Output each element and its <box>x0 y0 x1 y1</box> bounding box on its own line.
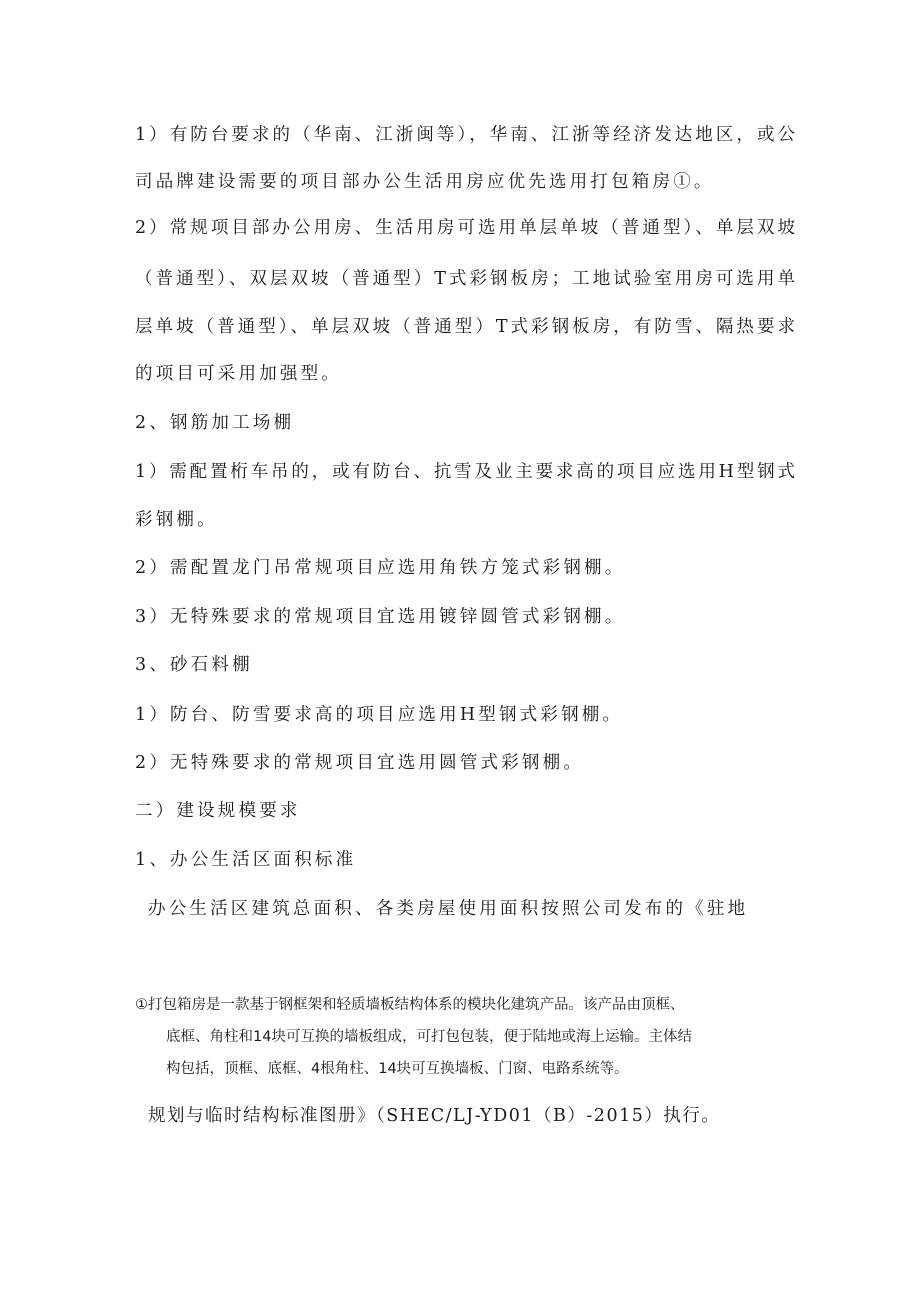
paragraph-line: 彩钢棚。 <box>135 510 218 530</box>
footnote-line: ①打包箱房是一款基于钢框架和轻质墙板结构体系的模块化建筑产品。该产品由顶框、 <box>135 997 685 1013</box>
paragraph-line: 2）无特殊要求的常规项目宜选用圆管式彩钢棚。 <box>135 753 585 773</box>
section-heading: 1、办公生活区面积标准 <box>135 850 357 870</box>
paragraph-line: 司品牌建设需要的项目部办公生活用房应优先选用打包箱房①。 <box>135 172 715 192</box>
section-heading: 3、砂石料棚 <box>135 655 253 675</box>
paragraph-line: 1）有防台要求的（华南、江浙闽等），华南、江浙等经济发达地区，或公 <box>135 125 795 145</box>
paragraph-line: 2）常规项目部办公用房、生活用房可选用单层单坡（普通型）、单层双坡 <box>135 218 795 238</box>
paragraph-line: 2）需配置龙门吊常规项目应选用角铁方笼式彩钢棚。 <box>135 558 626 578</box>
footnote-line: 底框、角柱和14块可互换的墙板组成，可打包包装，便于陆地或海上运输。主体结 <box>166 1029 692 1045</box>
paragraph-line: 规划与临时结构标准图册》（SHEC/LJ-YD01（B）-2015）执行。 <box>148 1106 721 1126</box>
section-heading: 二）建设规模要求 <box>135 801 301 821</box>
footnote-line: 构包括，顶框、底框、4根角柱、14块可互换墙板、门窗、电路系统等。 <box>166 1061 629 1077</box>
paragraph-line: 层单坡（普通型）、单层双坡（普通型）T式彩钢板房，有防雪、隔热要求 <box>135 317 795 337</box>
paragraph-line: 的项目可采用加强型。 <box>135 364 342 384</box>
section-heading: 2、钢筋加工场棚 <box>135 413 295 433</box>
paragraph-line: （普通型）、双层双坡（普通型）T式彩钢板房；工地试验室用房可选用单 <box>135 269 795 289</box>
paragraph-line: 1）需配置桁车吊的，或有防台、抗雪及业主要求高的项目应选用H型钢式 <box>135 462 795 482</box>
paragraph-line: 办公生活区建筑总面积、各类房屋使用面积按照公司发布的《驻地 <box>148 899 749 919</box>
paragraph-line: 1）防台、防雪要求高的项目应选用H型钢式彩钢棚。 <box>135 705 624 725</box>
paragraph-line: 3）无特殊要求的常规项目宜选用镀锌圆管式彩钢棚。 <box>135 607 626 627</box>
